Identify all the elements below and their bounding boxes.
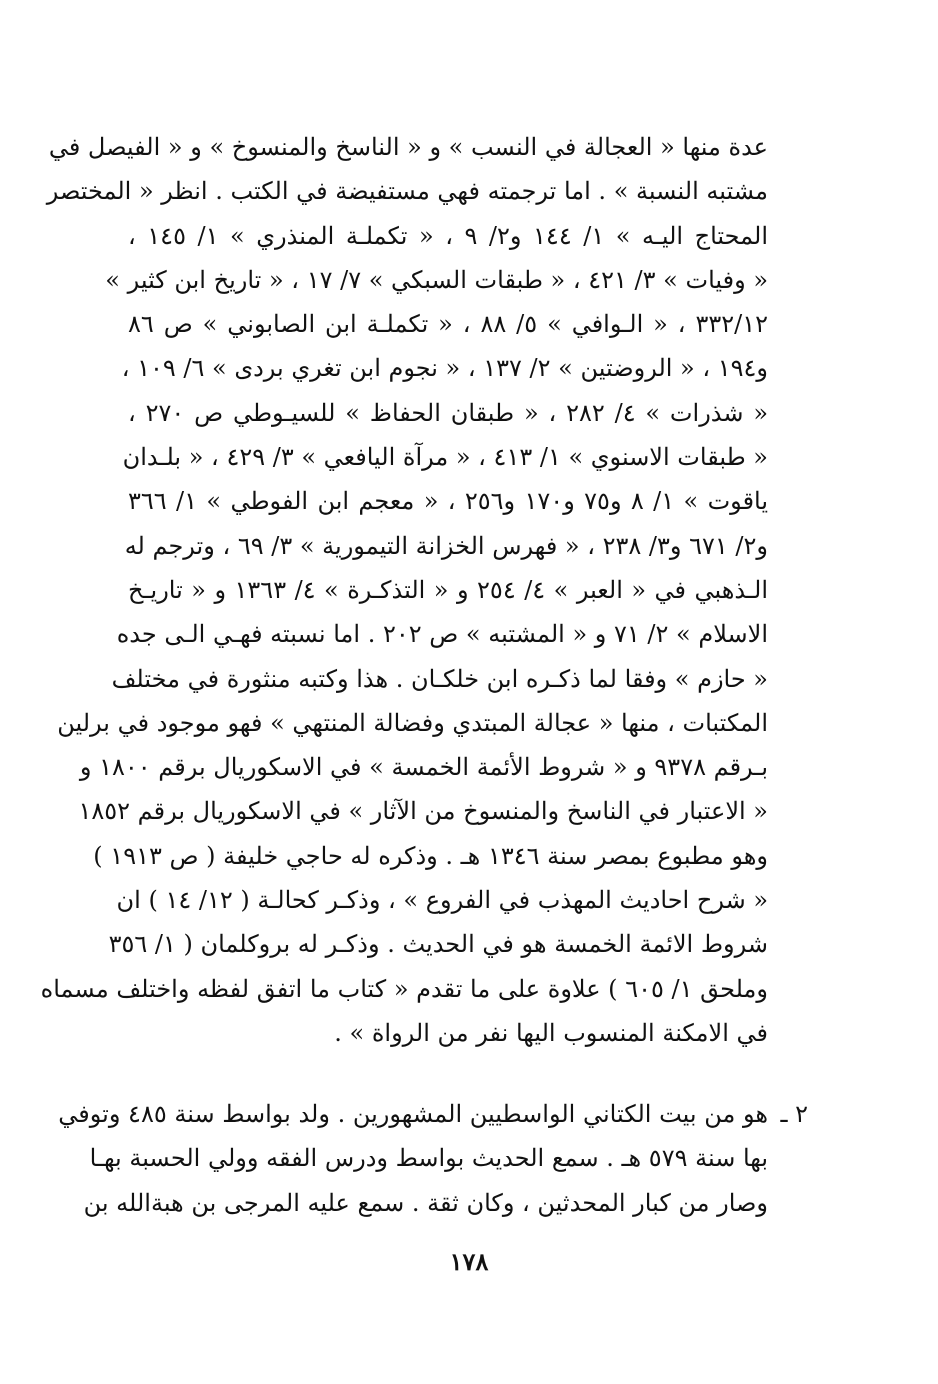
body-line: وهو مطبوع بمصر سنة ١٣٤٦ هـ . وذكره له حاجي خليفة ( ص ١٩١٣ )	[93, 841, 768, 870]
body-line: شروط الائمة الخمسة هو في الحديث . وذكـر له بروكلمان ( ١/ ٣٥٦	[108, 930, 768, 959]
body-line: مشتبه النسبة » . اما ترجمته فهي مستفيضة في الكتب . انظر « المختصر	[46, 177, 768, 206]
body-text	[40, 125, 769, 1055]
body-line: « شرح احاديث المهذب في الفروع » ، وذكـر كحالـة ( ١٢/ ١٤ ) ان	[116, 886, 768, 915]
body-line: المكتبات ، منها « عجالة المبتدي وفضالة المنتهي » فهو موجود في برلين	[57, 708, 768, 737]
page-number: ١٧٨	[449, 1247, 489, 1276]
body-line: « الاعتبار في الناسخ والمنسوخ من الآثار » في الاسكوريال برقم ١٨٥٢	[78, 797, 768, 826]
body-line: الـذهبي في « العبر » ٤/ ٢٥٤ و « التذكـرة » ٤/ ١٣٦٣ و « تاريـخ	[128, 575, 768, 604]
body-line: المحتاج اليـه » ١/ ١٤٤ و٢/ ٩ ، « تكملـة المنذري » ١/ ١٤٥ ،	[128, 221, 769, 250]
footnote-number: ٢ ـ	[780, 1100, 808, 1128]
footnote-line: بها سنة ٥٧٩ هـ . سمع الحديث بواسط ودرس الفقه وولي الحسبة بهـا	[89, 1144, 768, 1173]
body-line: و٢/ ٦٧١ و٣/ ٢٣٨ ، « فهرس الخزانة التيمورية » ٣/ ٦٩ ، وترجم له	[124, 531, 768, 560]
footnote-body	[58, 1092, 768, 1225]
body-line: ياقوت » ١/ ٨ و٧٥ و١٧٠ و٢٥٦ ، « معجم ابن الفوطي » ١/ ٣٦٦	[128, 487, 769, 516]
body-line: « طبقات الاسنوي » ١/ ٤١٣ ، « مرآة اليافعي » ٣/ ٤٢٩ ، « بلـدان	[122, 443, 768, 472]
body-line: في الامكنة المنسوب اليها نفر من الرواة » .	[334, 1018, 768, 1047]
body-line: الاسلام » ٢/ ٧١ و « المشتبه » ص ٢٠٢ . اما نسبته فهـي الـى جده	[116, 620, 768, 649]
body-line: وملحق ١/ ٦٠٥ ) علاوة على ما تقدم « كتاب ما اتفق لفظه واختلف مسماه	[40, 974, 768, 1003]
body-line: بـرقم ٩٣٧٨ و « شروط الأئمة الخمسة » في الاسكوريال برقم ١٨٠٠ و	[79, 753, 768, 782]
body-line: عدة منها « العجالة في النسب » و « الناسخ والمنسوخ » و « الفيصل في	[48, 133, 768, 161]
body-line: « حازم » وفقا لما ذكـره ابن خلكـان . هذا وكتبه منثورة في مختلف	[111, 664, 768, 693]
body-line: « شذرات » ٤/ ٢٨٢ ، « طبقان الحفاظ » للسيـوطي ص ٢٧٠ ،	[128, 398, 769, 427]
body-line: « وفيات » ٣/ ٤٢١ ، « طبقات السبكي » ٧/ ١٧ ، « تاريخ ابن كثير »	[105, 265, 768, 294]
body-line: و١٩٤ ، « الروضتين » ٢/ ١٣٧ ، « نجوم ابن تغري بردى » ٦/ ١٠٩ ،	[121, 354, 768, 383]
footnote-line: وصار من كبار المحدثين ، وكان ثقة . سمع عليه المرجى بن هبةالله بن	[83, 1188, 768, 1217]
footnote	[58, 1092, 808, 1225]
body-line: ٣٣٢/١٢ ، « الـوافي » ٥/ ٨٨ ، « تكملـة ابن الصابوني » ص ٨٦	[128, 310, 769, 339]
footnote-line: هو من بيت الكتاني الواسطيين المشهورين . ولد بواسط سنة ٤٨٥ وتوفي	[58, 1100, 768, 1128]
